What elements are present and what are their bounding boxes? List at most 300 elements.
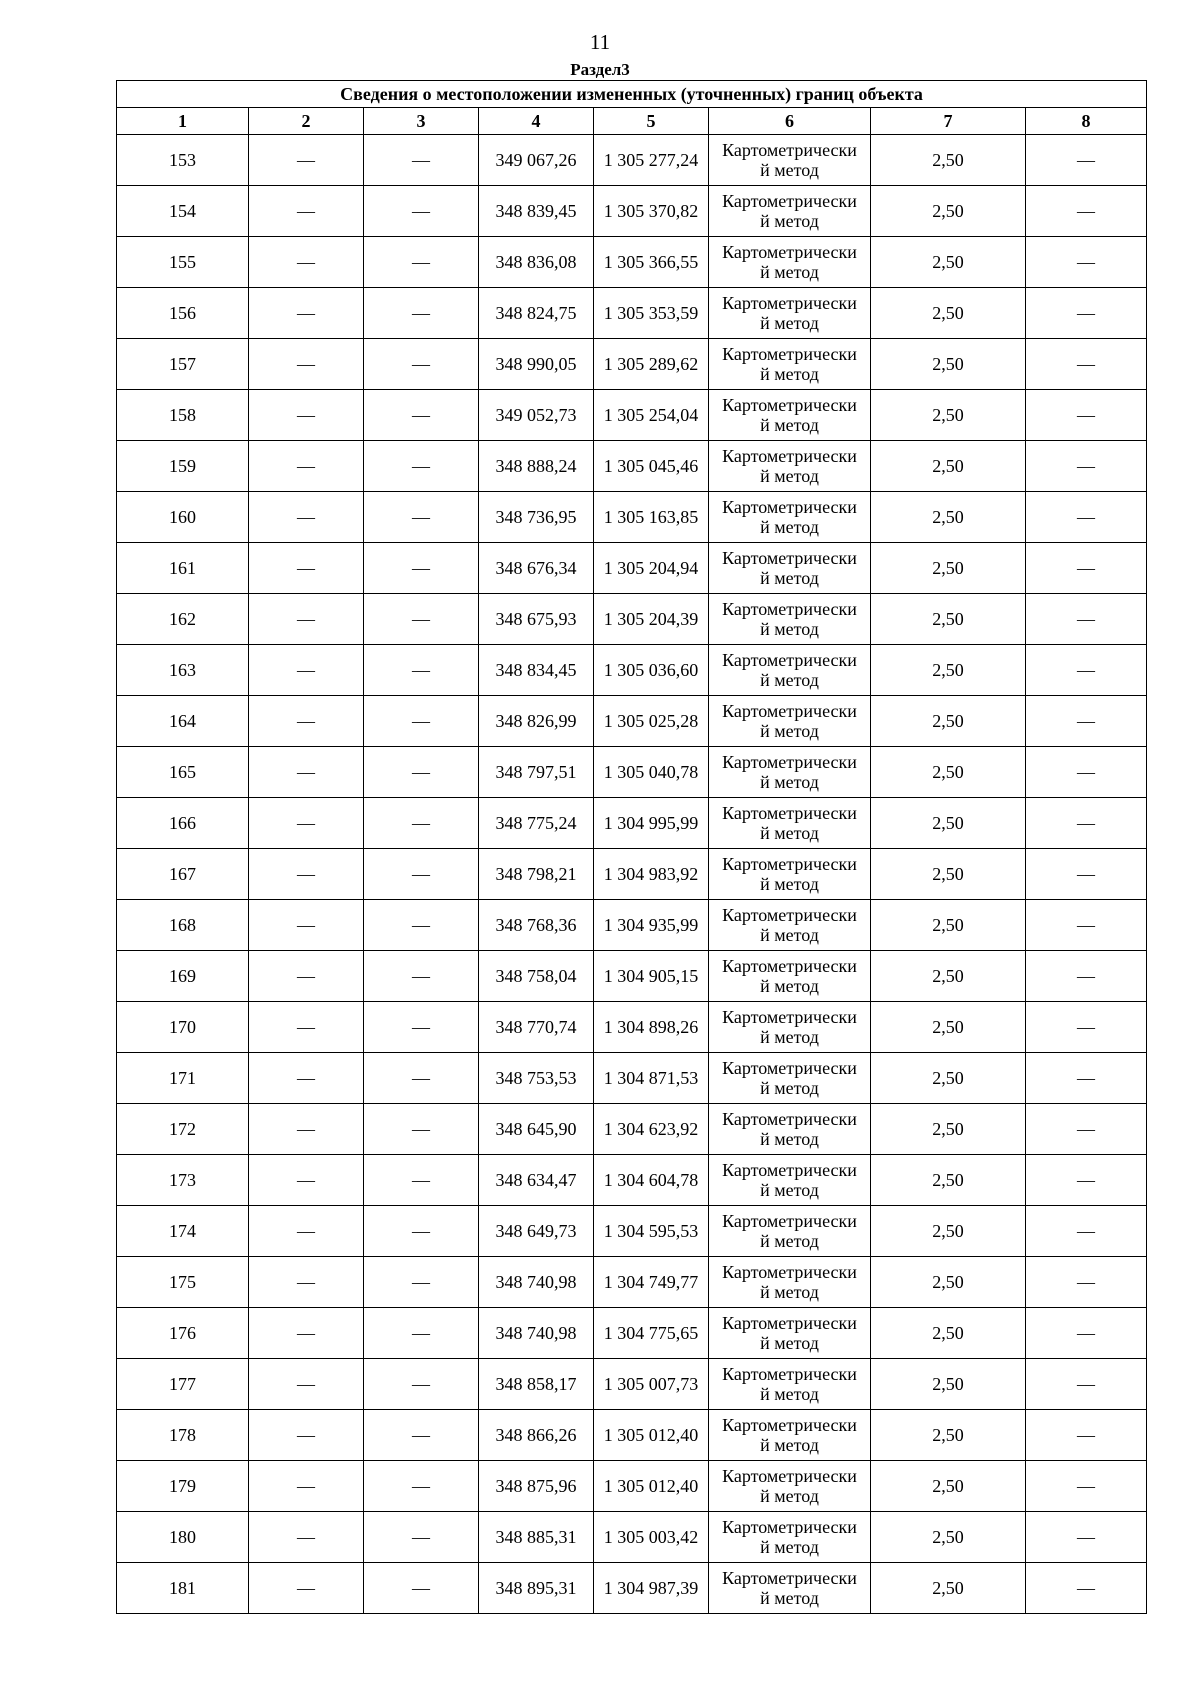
method-line-2: й метод xyxy=(760,1027,819,1047)
x-coordinate-cell: 349 067,26 xyxy=(479,135,594,186)
column-3-cell: — xyxy=(364,1359,479,1410)
method-line-1: Картометрически xyxy=(722,548,857,568)
method-cell xyxy=(709,1104,871,1155)
method-cell xyxy=(709,543,871,594)
column-3-cell: — xyxy=(364,543,479,594)
column-2-cell: — xyxy=(249,849,364,900)
point-number-cell: 170 xyxy=(117,1002,249,1053)
method-line-2: й метод xyxy=(760,517,819,537)
accuracy-cell: 2,50 xyxy=(871,1053,1026,1104)
method-line-1: Картометрически xyxy=(722,1160,857,1180)
column-3-cell: — xyxy=(364,1053,479,1104)
accuracy-cell: 2,50 xyxy=(871,696,1026,747)
method-cell xyxy=(709,186,871,237)
y-coordinate-cell: 1 305 025,28 xyxy=(594,696,709,747)
method-cell xyxy=(709,900,871,951)
x-coordinate-cell: 348 839,45 xyxy=(479,186,594,237)
column-2-cell: — xyxy=(249,186,364,237)
table-row xyxy=(117,951,1147,1002)
accuracy-cell: 2,50 xyxy=(871,1206,1026,1257)
x-coordinate-cell: 348 645,90 xyxy=(479,1104,594,1155)
accuracy-cell: 2,50 xyxy=(871,339,1026,390)
accuracy-cell: 2,50 xyxy=(871,135,1026,186)
point-number-cell: 172 xyxy=(117,1104,249,1155)
method-line-1: Картометрически xyxy=(722,701,857,721)
x-coordinate-cell: 348 836,08 xyxy=(479,237,594,288)
y-coordinate-cell: 1 304 935,99 xyxy=(594,900,709,951)
column-2-cell: — xyxy=(249,1308,364,1359)
table-row xyxy=(117,339,1147,390)
method-line-2: й метод xyxy=(760,1435,819,1455)
accuracy-cell: 2,50 xyxy=(871,186,1026,237)
column-8-cell: — xyxy=(1026,543,1147,594)
table-row xyxy=(117,1410,1147,1461)
column-8-cell: — xyxy=(1026,288,1147,339)
x-coordinate-cell: 348 798,21 xyxy=(479,849,594,900)
method-line-2: й метод xyxy=(760,1588,819,1608)
method-cell xyxy=(709,135,871,186)
table-row xyxy=(117,747,1147,798)
column-3-cell: — xyxy=(364,951,479,1002)
column-2-cell: — xyxy=(249,1206,364,1257)
column-3-cell: — xyxy=(364,237,479,288)
method-line-2: й метод xyxy=(760,262,819,282)
column-number: 5 xyxy=(594,108,709,135)
accuracy-cell: 2,50 xyxy=(871,288,1026,339)
method-cell xyxy=(709,390,871,441)
x-coordinate-cell: 348 866,26 xyxy=(479,1410,594,1461)
x-coordinate-cell: 348 770,74 xyxy=(479,1002,594,1053)
x-coordinate-cell: 348 990,05 xyxy=(479,339,594,390)
point-number-cell: 154 xyxy=(117,186,249,237)
method-line-1: Картометрически xyxy=(722,1466,857,1486)
method-cell xyxy=(709,1410,871,1461)
point-number-cell: 161 xyxy=(117,543,249,594)
table-row xyxy=(117,696,1147,747)
table-row xyxy=(117,1002,1147,1053)
method-cell xyxy=(709,1002,871,1053)
method-cell xyxy=(709,1155,871,1206)
column-8-cell: — xyxy=(1026,1512,1147,1563)
method-cell xyxy=(709,441,871,492)
accuracy-cell: 2,50 xyxy=(871,1563,1026,1614)
method-line-1: Картометрически xyxy=(722,140,857,160)
x-coordinate-cell: 348 895,31 xyxy=(479,1563,594,1614)
x-coordinate-cell: 348 775,24 xyxy=(479,798,594,849)
method-line-2: й метод xyxy=(760,1180,819,1200)
y-coordinate-cell: 1 305 036,60 xyxy=(594,645,709,696)
column-8-cell: — xyxy=(1026,186,1147,237)
y-coordinate-cell: 1 305 254,04 xyxy=(594,390,709,441)
accuracy-cell: 2,50 xyxy=(871,543,1026,594)
accuracy-cell: 2,50 xyxy=(871,492,1026,543)
method-line-2: й метод xyxy=(760,874,819,894)
column-8-cell: — xyxy=(1026,441,1147,492)
point-number-cell: 173 xyxy=(117,1155,249,1206)
y-coordinate-cell: 1 304 905,15 xyxy=(594,951,709,1002)
y-coordinate-cell: 1 305 012,40 xyxy=(594,1410,709,1461)
table-row xyxy=(117,1308,1147,1359)
column-2-cell: — xyxy=(249,1053,364,1104)
method-line-1: Картометрически xyxy=(722,1568,857,1588)
accuracy-cell: 2,50 xyxy=(871,237,1026,288)
method-cell xyxy=(709,696,871,747)
method-line-1: Картометрически xyxy=(722,293,857,313)
column-8-cell: — xyxy=(1026,1359,1147,1410)
x-coordinate-cell: 348 824,75 xyxy=(479,288,594,339)
accuracy-cell: 2,50 xyxy=(871,1155,1026,1206)
y-coordinate-cell: 1 304 995,99 xyxy=(594,798,709,849)
table-row xyxy=(117,1359,1147,1410)
column-2-cell: — xyxy=(249,339,364,390)
method-line-2: й метод xyxy=(760,721,819,741)
y-coordinate-cell: 1 304 987,39 xyxy=(594,1563,709,1614)
column-3-cell: — xyxy=(364,1002,479,1053)
column-8-cell: — xyxy=(1026,645,1147,696)
method-line-2: й метод xyxy=(760,925,819,945)
column-number-row xyxy=(117,108,1147,135)
method-line-2: й метод xyxy=(760,568,819,588)
accuracy-cell: 2,50 xyxy=(871,1308,1026,1359)
method-line-1: Картометрически xyxy=(722,905,857,925)
method-cell xyxy=(709,237,871,288)
method-line-2: й метод xyxy=(760,415,819,435)
table-row xyxy=(117,1053,1147,1104)
y-coordinate-cell: 1 304 604,78 xyxy=(594,1155,709,1206)
column-8-cell: — xyxy=(1026,1308,1147,1359)
section-title: Раздел3 xyxy=(570,60,630,79)
x-coordinate-cell: 348 834,45 xyxy=(479,645,594,696)
method-line-1: Картометрически xyxy=(722,803,857,823)
column-8-cell: — xyxy=(1026,1461,1147,1512)
method-cell xyxy=(709,1461,871,1512)
column-2-cell: — xyxy=(249,390,364,441)
column-8-cell: — xyxy=(1026,1053,1147,1104)
column-2-cell: — xyxy=(249,135,364,186)
point-number-cell: 163 xyxy=(117,645,249,696)
x-coordinate-cell: 348 888,24 xyxy=(479,441,594,492)
table-row xyxy=(117,1155,1147,1206)
column-8-cell: — xyxy=(1026,1563,1147,1614)
point-number-cell: 175 xyxy=(117,1257,249,1308)
accuracy-cell: 2,50 xyxy=(871,747,1026,798)
table-row xyxy=(117,1104,1147,1155)
column-number: 2 xyxy=(249,108,364,135)
column-number: 7 xyxy=(871,108,1026,135)
column-2-cell: — xyxy=(249,900,364,951)
column-3-cell: — xyxy=(364,390,479,441)
y-coordinate-cell: 1 305 040,78 xyxy=(594,747,709,798)
table-row xyxy=(117,441,1147,492)
table-caption: Сведения о местоположении измененных (уточненных) границ объекта xyxy=(117,81,1147,108)
method-line-2: й метод xyxy=(760,1231,819,1251)
accuracy-cell: 2,50 xyxy=(871,1104,1026,1155)
method-line-1: Картометрически xyxy=(722,1262,857,1282)
method-cell xyxy=(709,1053,871,1104)
method-cell xyxy=(709,1308,871,1359)
accuracy-cell: 2,50 xyxy=(871,1002,1026,1053)
column-2-cell: — xyxy=(249,594,364,645)
point-number-cell: 180 xyxy=(117,1512,249,1563)
x-coordinate-cell: 348 768,36 xyxy=(479,900,594,951)
y-coordinate-cell: 1 305 007,73 xyxy=(594,1359,709,1410)
column-number: 1 xyxy=(117,108,249,135)
method-cell xyxy=(709,594,871,645)
table-row xyxy=(117,1512,1147,1563)
y-coordinate-cell: 1 304 871,53 xyxy=(594,1053,709,1104)
column-2-cell: — xyxy=(249,747,364,798)
column-3-cell: — xyxy=(364,747,479,798)
y-coordinate-cell: 1 305 204,94 xyxy=(594,543,709,594)
x-coordinate-cell: 348 753,53 xyxy=(479,1053,594,1104)
method-line-1: Картометрически xyxy=(722,1211,857,1231)
method-cell xyxy=(709,1206,871,1257)
point-number-cell: 166 xyxy=(117,798,249,849)
column-3-cell: — xyxy=(364,1155,479,1206)
column-3-cell: — xyxy=(364,288,479,339)
method-line-1: Картометрически xyxy=(722,242,857,262)
method-line-2: й метод xyxy=(760,1537,819,1557)
method-line-1: Картометрически xyxy=(722,752,857,772)
method-cell xyxy=(709,492,871,543)
y-coordinate-cell: 1 304 623,92 xyxy=(594,1104,709,1155)
method-line-2: й метод xyxy=(760,1078,819,1098)
column-2-cell: — xyxy=(249,951,364,1002)
column-3-cell: — xyxy=(364,696,479,747)
method-line-2: й метод xyxy=(760,364,819,384)
y-coordinate-cell: 1 305 370,82 xyxy=(594,186,709,237)
point-number-cell: 178 xyxy=(117,1410,249,1461)
point-number-cell: 179 xyxy=(117,1461,249,1512)
column-8-cell: — xyxy=(1026,900,1147,951)
point-number-cell: 165 xyxy=(117,747,249,798)
column-8-cell: — xyxy=(1026,1410,1147,1461)
method-line-1: Картометрически xyxy=(722,497,857,517)
x-coordinate-cell: 348 675,93 xyxy=(479,594,594,645)
method-line-2: й метод xyxy=(760,823,819,843)
point-number-cell: 167 xyxy=(117,849,249,900)
accuracy-cell: 2,50 xyxy=(871,594,1026,645)
column-8-cell: — xyxy=(1026,1257,1147,1308)
column-3-cell: — xyxy=(364,1563,479,1614)
column-3-cell: — xyxy=(364,798,479,849)
column-2-cell: — xyxy=(249,1410,364,1461)
point-number-cell: 171 xyxy=(117,1053,249,1104)
accuracy-cell: 2,50 xyxy=(871,1512,1026,1563)
column-3-cell: — xyxy=(364,135,479,186)
column-2-cell: — xyxy=(249,1563,364,1614)
column-number: 4 xyxy=(479,108,594,135)
column-2-cell: — xyxy=(249,1512,364,1563)
column-3-cell: — xyxy=(364,186,479,237)
method-line-2: й метод xyxy=(760,160,819,180)
column-2-cell: — xyxy=(249,543,364,594)
method-line-1: Картометрически xyxy=(722,1109,857,1129)
column-3-cell: — xyxy=(364,1512,479,1563)
x-coordinate-cell: 348 649,73 xyxy=(479,1206,594,1257)
accuracy-cell: 2,50 xyxy=(871,1410,1026,1461)
x-coordinate-cell: 348 885,31 xyxy=(479,1512,594,1563)
point-number-cell: 156 xyxy=(117,288,249,339)
table-row xyxy=(117,135,1147,186)
method-line-2: й метод xyxy=(760,211,819,231)
accuracy-cell: 2,50 xyxy=(871,441,1026,492)
column-3-cell: — xyxy=(364,492,479,543)
column-2-cell: — xyxy=(249,441,364,492)
column-number: 8 xyxy=(1026,108,1147,135)
column-3-cell: — xyxy=(364,1104,479,1155)
x-coordinate-cell: 348 826,99 xyxy=(479,696,594,747)
point-number-cell: 174 xyxy=(117,1206,249,1257)
y-coordinate-cell: 1 305 366,55 xyxy=(594,237,709,288)
column-8-cell: — xyxy=(1026,492,1147,543)
method-line-2: й метод xyxy=(760,313,819,333)
table-row xyxy=(117,543,1147,594)
method-cell xyxy=(709,339,871,390)
y-coordinate-cell: 1 305 289,62 xyxy=(594,339,709,390)
method-line-2: й метод xyxy=(760,619,819,639)
method-cell xyxy=(709,645,871,696)
column-3-cell: — xyxy=(364,900,479,951)
y-coordinate-cell: 1 304 775,65 xyxy=(594,1308,709,1359)
accuracy-cell: 2,50 xyxy=(871,849,1026,900)
point-number-cell: 168 xyxy=(117,900,249,951)
method-cell xyxy=(709,288,871,339)
table-row xyxy=(117,492,1147,543)
method-line-1: Картометрически xyxy=(722,956,857,976)
method-line-1: Картометрически xyxy=(722,1007,857,1027)
x-coordinate-cell: 348 676,34 xyxy=(479,543,594,594)
y-coordinate-cell: 1 305 353,59 xyxy=(594,288,709,339)
table-row xyxy=(117,900,1147,951)
method-line-1: Картометрически xyxy=(722,650,857,670)
column-3-cell: — xyxy=(364,849,479,900)
method-line-1: Картометрически xyxy=(722,344,857,364)
x-coordinate-cell: 348 758,04 xyxy=(479,951,594,1002)
method-cell xyxy=(709,1563,871,1614)
accuracy-cell: 2,50 xyxy=(871,1461,1026,1512)
accuracy-cell: 2,50 xyxy=(871,951,1026,1002)
point-number-cell: 160 xyxy=(117,492,249,543)
method-line-1: Картометрически xyxy=(722,854,857,874)
method-line-2: й метод xyxy=(760,976,819,996)
column-2-cell: — xyxy=(249,1359,364,1410)
x-coordinate-cell: 348 740,98 xyxy=(479,1308,594,1359)
table-row xyxy=(117,1257,1147,1308)
column-2-cell: — xyxy=(249,1002,364,1053)
point-number-cell: 176 xyxy=(117,1308,249,1359)
column-2-cell: — xyxy=(249,237,364,288)
column-8-cell: — xyxy=(1026,951,1147,1002)
accuracy-cell: 2,50 xyxy=(871,1359,1026,1410)
column-3-cell: — xyxy=(364,339,479,390)
table-row xyxy=(117,288,1147,339)
accuracy-cell: 2,50 xyxy=(871,900,1026,951)
y-coordinate-cell: 1 305 012,40 xyxy=(594,1461,709,1512)
table-body xyxy=(117,135,1147,1614)
method-line-1: Картометрически xyxy=(722,1058,857,1078)
method-line-2: й метод xyxy=(760,772,819,792)
boundary-table xyxy=(116,80,1147,1614)
method-cell xyxy=(709,1359,871,1410)
method-line-2: й метод xyxy=(760,466,819,486)
column-8-cell: — xyxy=(1026,798,1147,849)
table-row xyxy=(117,1563,1147,1614)
column-8-cell: — xyxy=(1026,849,1147,900)
method-cell xyxy=(709,798,871,849)
table-row xyxy=(117,1206,1147,1257)
column-8-cell: — xyxy=(1026,390,1147,441)
column-8-cell: — xyxy=(1026,135,1147,186)
method-line-1: Картометрически xyxy=(722,1364,857,1384)
table-row xyxy=(117,390,1147,441)
x-coordinate-cell: 348 736,95 xyxy=(479,492,594,543)
x-coordinate-cell: 348 875,96 xyxy=(479,1461,594,1512)
table-row xyxy=(117,645,1147,696)
accuracy-cell: 2,50 xyxy=(871,645,1026,696)
column-3-cell: — xyxy=(364,1257,479,1308)
column-2-cell: — xyxy=(249,696,364,747)
x-coordinate-cell: 348 740,98 xyxy=(479,1257,594,1308)
column-8-cell: — xyxy=(1026,1155,1147,1206)
y-coordinate-cell: 1 304 983,92 xyxy=(594,849,709,900)
method-line-2: й метод xyxy=(760,1282,819,1302)
method-cell xyxy=(709,747,871,798)
column-number: 3 xyxy=(364,108,479,135)
method-line-1: Картометрически xyxy=(722,191,857,211)
column-3-cell: — xyxy=(364,1461,479,1512)
method-line-2: й метод xyxy=(760,1384,819,1404)
accuracy-cell: 2,50 xyxy=(871,1257,1026,1308)
column-8-cell: — xyxy=(1026,1002,1147,1053)
x-coordinate-cell: 348 858,17 xyxy=(479,1359,594,1410)
method-line-1: Картометрически xyxy=(722,1517,857,1537)
column-8-cell: — xyxy=(1026,1206,1147,1257)
method-line-1: Картометрически xyxy=(722,1415,857,1435)
point-number-cell: 153 xyxy=(117,135,249,186)
table-row xyxy=(117,594,1147,645)
column-2-cell: — xyxy=(249,798,364,849)
table-row xyxy=(117,798,1147,849)
page-number: 11 xyxy=(589,30,611,54)
point-number-cell: 177 xyxy=(117,1359,249,1410)
point-number-cell: 155 xyxy=(117,237,249,288)
method-cell xyxy=(709,1512,871,1563)
x-coordinate-cell: 348 797,51 xyxy=(479,747,594,798)
y-coordinate-cell: 1 304 749,77 xyxy=(594,1257,709,1308)
y-coordinate-cell: 1 305 045,46 xyxy=(594,441,709,492)
column-2-cell: — xyxy=(249,288,364,339)
point-number-cell: 159 xyxy=(117,441,249,492)
method-cell xyxy=(709,849,871,900)
column-3-cell: — xyxy=(364,441,479,492)
method-line-2: й метод xyxy=(760,670,819,690)
column-3-cell: — xyxy=(364,594,479,645)
table-row xyxy=(117,1461,1147,1512)
column-8-cell: — xyxy=(1026,696,1147,747)
column-2-cell: — xyxy=(249,1461,364,1512)
y-coordinate-cell: 1 304 595,53 xyxy=(594,1206,709,1257)
method-line-2: й метод xyxy=(760,1333,819,1353)
point-number-cell: 164 xyxy=(117,696,249,747)
column-2-cell: — xyxy=(249,492,364,543)
method-line-1: Картометрически xyxy=(722,395,857,415)
y-coordinate-cell: 1 304 898,26 xyxy=(594,1002,709,1053)
column-3-cell: — xyxy=(364,1206,479,1257)
accuracy-cell: 2,50 xyxy=(871,390,1026,441)
column-8-cell: — xyxy=(1026,747,1147,798)
column-3-cell: — xyxy=(364,1410,479,1461)
